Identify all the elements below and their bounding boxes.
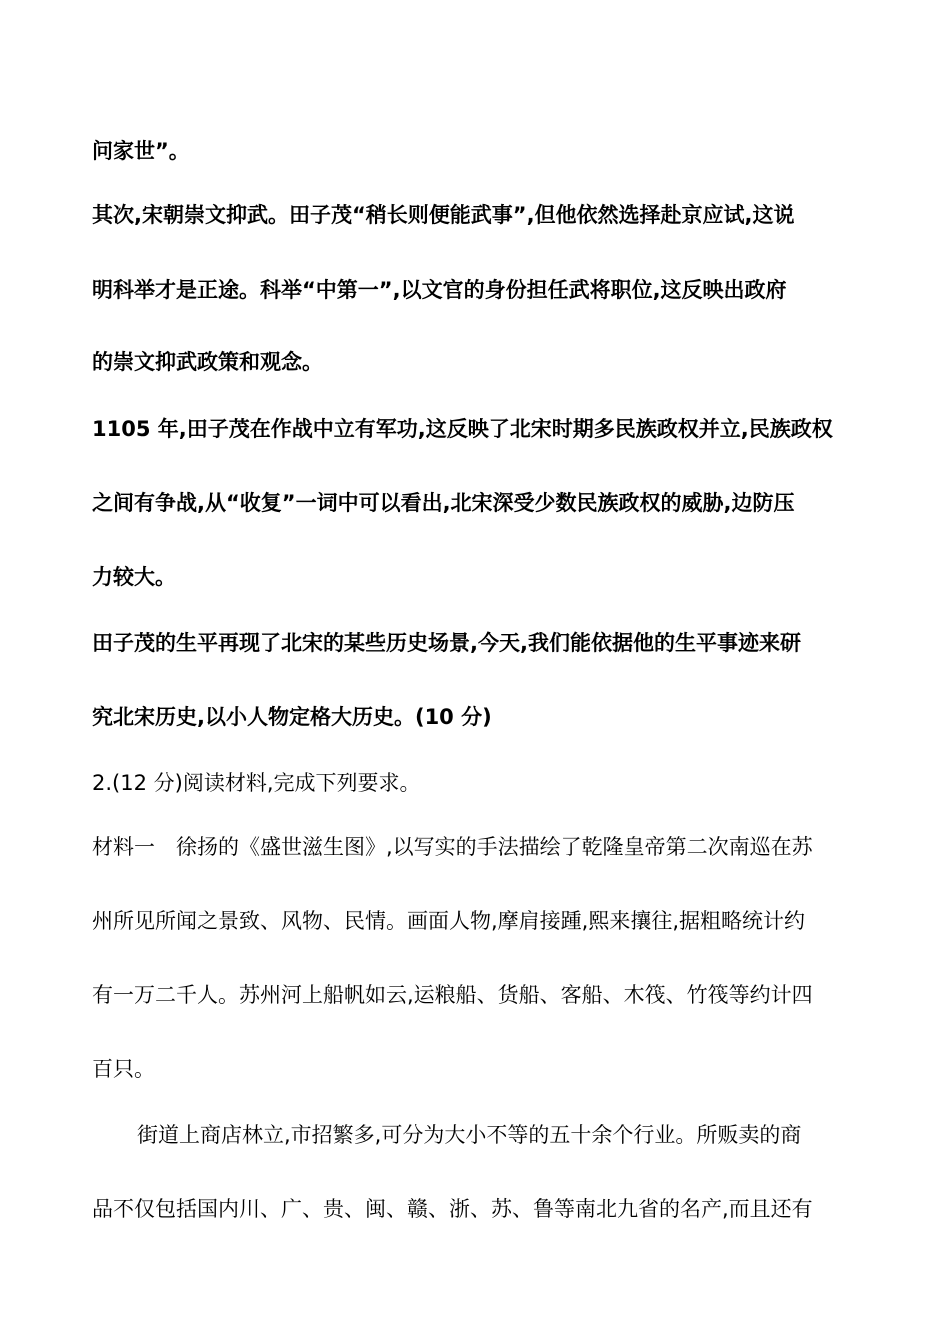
material-line-1: 材料一 徐扬的《盛世滋生图》,以写实的手法描绘了乾隆皇帝第二次南巡在苏 (92, 835, 813, 859)
answer-line-8: 田子茂的生平再现了北宋的某些历史场景,今天,我们能依据他的生平事迹来研 (92, 631, 801, 655)
answer-line-9: 究北宋历史,以小人物定格大历史。(10 分) (92, 705, 492, 729)
answer-line-2: 其次,宋朝崇文抑武。田子茂“稍长则便能武事”,但他依然选择赴京应试,这说 (92, 203, 795, 227)
material-line-2: 州所见所闻之景致、风物、民情。画面人物,摩肩接踵,熙来攘往,据粗略统计约 (92, 909, 806, 933)
answer-line-5: 1105 年,田子茂在作战中立有军功,这反映了北宋时期多民族政权并立,民族政权 (92, 417, 833, 441)
answer-line-1: 问家世”。 (92, 139, 190, 163)
answer-line-6: 之间有争战,从“收复”一词中可以看出,北宋深受少数民族政权的威胁,边防压 (92, 491, 795, 515)
material-line-3: 有一万二千人。苏州河上船帆如云,运粮船、货船、客船、木筏、竹筏等约计四 (92, 983, 813, 1007)
answer-line-7: 力较大。 (92, 565, 176, 589)
answer-line-3: 明科举才是正途。科举“中第一”,以文官的身份担任武将职位,这反映出政府 (92, 278, 787, 302)
answer-line-4: 的崇文抑武政策和观念。 (92, 350, 323, 374)
question-heading: 2.(12 分)阅读材料,完成下列要求。 (92, 771, 421, 795)
paragraph-line-1: 街道上商店林立,市招繁多,可分为大小不等的五十余个行业。所贩卖的商 (137, 1123, 802, 1147)
paragraph-line-2: 品不仅包括国内川、广、贵、闽、赣、浙、苏、鲁等南北九省的名产,而且还有 (92, 1197, 813, 1221)
material-line-4: 百只。 (92, 1057, 155, 1081)
